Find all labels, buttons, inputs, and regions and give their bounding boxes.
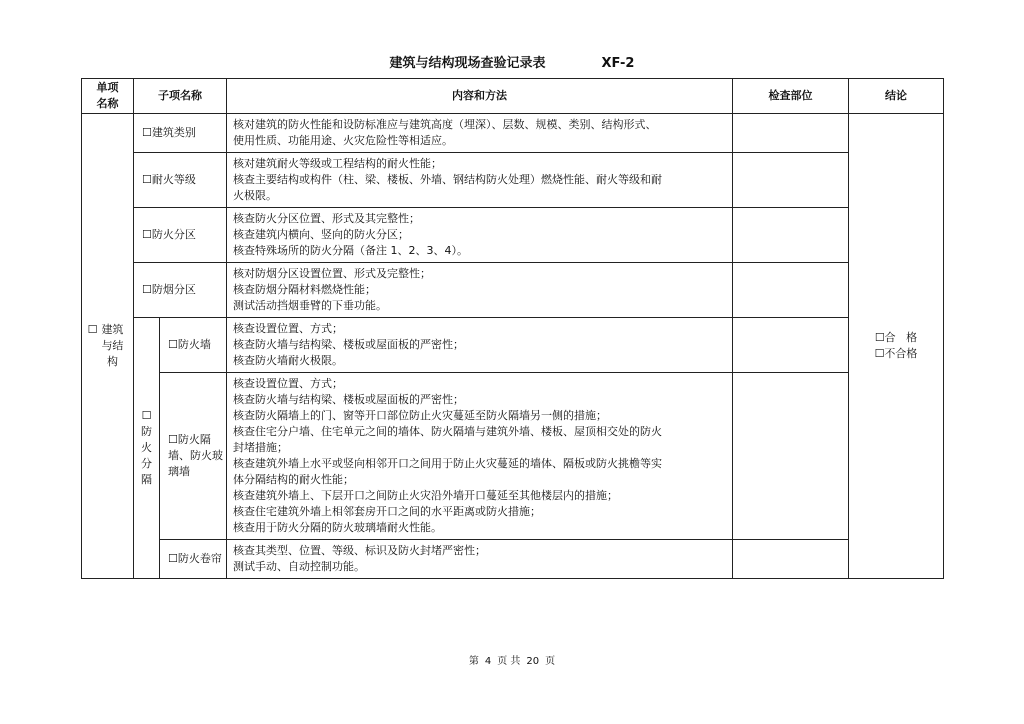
content-line: 核查设置位置、方式； (233, 377, 343, 390)
content-line: 核查建筑内横向、竖向的防火分区； (233, 228, 409, 241)
content-line: 核查住宅建筑外墙上相邻套房开口之间的水平距离或防火措施； (233, 505, 541, 518)
unit-checkbox[interactable]: ☐ (87, 323, 98, 336)
location-cell[interactable] (733, 153, 849, 208)
content-line: 核查特殊场所的防火分隔（备注 1、2、3、4）。 (233, 244, 468, 257)
table-row (82, 114, 944, 153)
header-sub: 子项名称 (134, 79, 227, 114)
location-cell[interactable] (733, 208, 849, 263)
content-line: 核对建筑的防火性能和设防标准应与建筑高度（埋深）、层数、规模、类别、结构形式、 (233, 118, 657, 131)
table-row (82, 208, 944, 263)
content-line: 测试活动挡烟垂臂的下垂功能。 (233, 299, 387, 312)
content-line: 核对建筑耐火等级或工程结构的耐火性能； (233, 157, 442, 170)
content-cell (227, 263, 733, 318)
table-row (82, 318, 944, 373)
table-row (82, 540, 944, 579)
inspection-table (81, 78, 944, 579)
content-cell (227, 153, 733, 208)
table-row (82, 153, 944, 208)
page-title (0, 52, 1024, 71)
header-location: 检查部位 (733, 79, 849, 114)
content-line: 测试手动、自动控制功能。 (233, 560, 365, 573)
content-cell (227, 540, 733, 579)
table-row (82, 263, 944, 318)
content-line: 核对防烟分区设置位置、形式及完整性； (233, 267, 431, 280)
page-footer: 第 4 页 共 20 页 (468, 656, 556, 667)
sub-cell[interactable]: ☐防火分区 (134, 208, 227, 263)
content-line: 核查住宅分户墙、住宅单元之间的墙体、防火隔墙与建筑外墙、楼板、屋顶相交处的防火 (233, 425, 662, 438)
content-line: 核查建筑外墙上、下层开口之间防止火灾沿外墙开口蔓延至其他楼层内的措施； (233, 489, 618, 502)
sub-cell[interactable]: ☐耐火等级 (134, 153, 227, 208)
form-title: 建筑与结构现场查验记录表 (389, 56, 546, 71)
location-cell[interactable] (733, 318, 849, 373)
content-line: 核查防火墙与结构梁、楼板或屋面板的严密性； (233, 393, 464, 406)
content-line: 核查设置位置、方式； (233, 322, 343, 335)
group-checkbox[interactable]: ☐ (141, 409, 152, 422)
page-number: 4 (484, 656, 492, 667)
sub-cell[interactable]: ☐防火墙 (160, 318, 227, 373)
header-unit: 单项名称 (82, 79, 134, 114)
sub-cell[interactable]: ☐防火卷帘 (160, 540, 227, 579)
location-cell[interactable] (733, 263, 849, 318)
unit-cell (82, 114, 134, 579)
form-code: XF-2 (601, 56, 635, 71)
sub-cell[interactable]: ☐防烟分区 (134, 263, 227, 318)
location-cell[interactable] (733, 114, 849, 153)
content-line: 核查防烟分隔材料燃烧性能； (233, 283, 376, 296)
content-line: 核查防火墙与结构梁、楼板或屋面板的严密性； (233, 338, 464, 351)
sub-cell[interactable]: ☐防火隔墙、防火玻璃墙 (160, 373, 227, 540)
sub-cell[interactable]: ☐建筑类别 (134, 114, 227, 153)
header-row (82, 79, 944, 114)
content-line: 核查防火隔墙上的门、窗等开口部位防止火灾蔓延至防火隔墙另一侧的措施； (233, 409, 607, 422)
content-line: 核查建筑外墙上水平或竖向相邻开口之间用于防止火灾蔓延的墙体、隔板或防火挑檐等实 (233, 457, 662, 470)
content-line: 核查防火墙耐火极限。 (233, 354, 343, 367)
content-line: 核查其类型、位置、等级、标识及防火封堵严密性； (233, 544, 486, 557)
content-line: 核查防火分区位置、形式及其完整性； (233, 212, 420, 225)
content-line: 封堵措施； (233, 441, 288, 454)
location-cell[interactable] (733, 540, 849, 579)
content-cell (227, 114, 733, 153)
content-line: 使用性质、功能用途、火灾危险性等相适应。 (233, 134, 453, 147)
conclusion-pass[interactable]: ☐合 格 (874, 331, 918, 344)
content-cell (227, 208, 733, 263)
content-line: 体分隔结构的耐火性能； (233, 473, 354, 486)
table-row (82, 373, 944, 540)
unit-label: 建筑与结构 (101, 323, 124, 368)
location-cell[interactable] (733, 373, 849, 540)
header-content: 内容和方法 (227, 79, 733, 114)
header-conclusion: 结论 (849, 79, 944, 114)
content-line: 核查用于防火分隔的防火玻璃墙耐火性能。 (233, 521, 442, 534)
group-label: 防火分隔 (141, 425, 152, 486)
conclusion-cell (849, 114, 944, 579)
content-line: 核查主要结构或构件（柱、梁、楼板、外墙、钢结构防火处理）燃烧性能、耐火等级和耐 (233, 173, 662, 186)
content-cell (227, 318, 733, 373)
content-cell (227, 373, 733, 540)
group-cell (134, 318, 160, 579)
conclusion-fail[interactable]: ☐不合格 (874, 347, 918, 360)
total-pages: 20 (526, 656, 540, 667)
content-line: 火极限。 (233, 189, 277, 202)
